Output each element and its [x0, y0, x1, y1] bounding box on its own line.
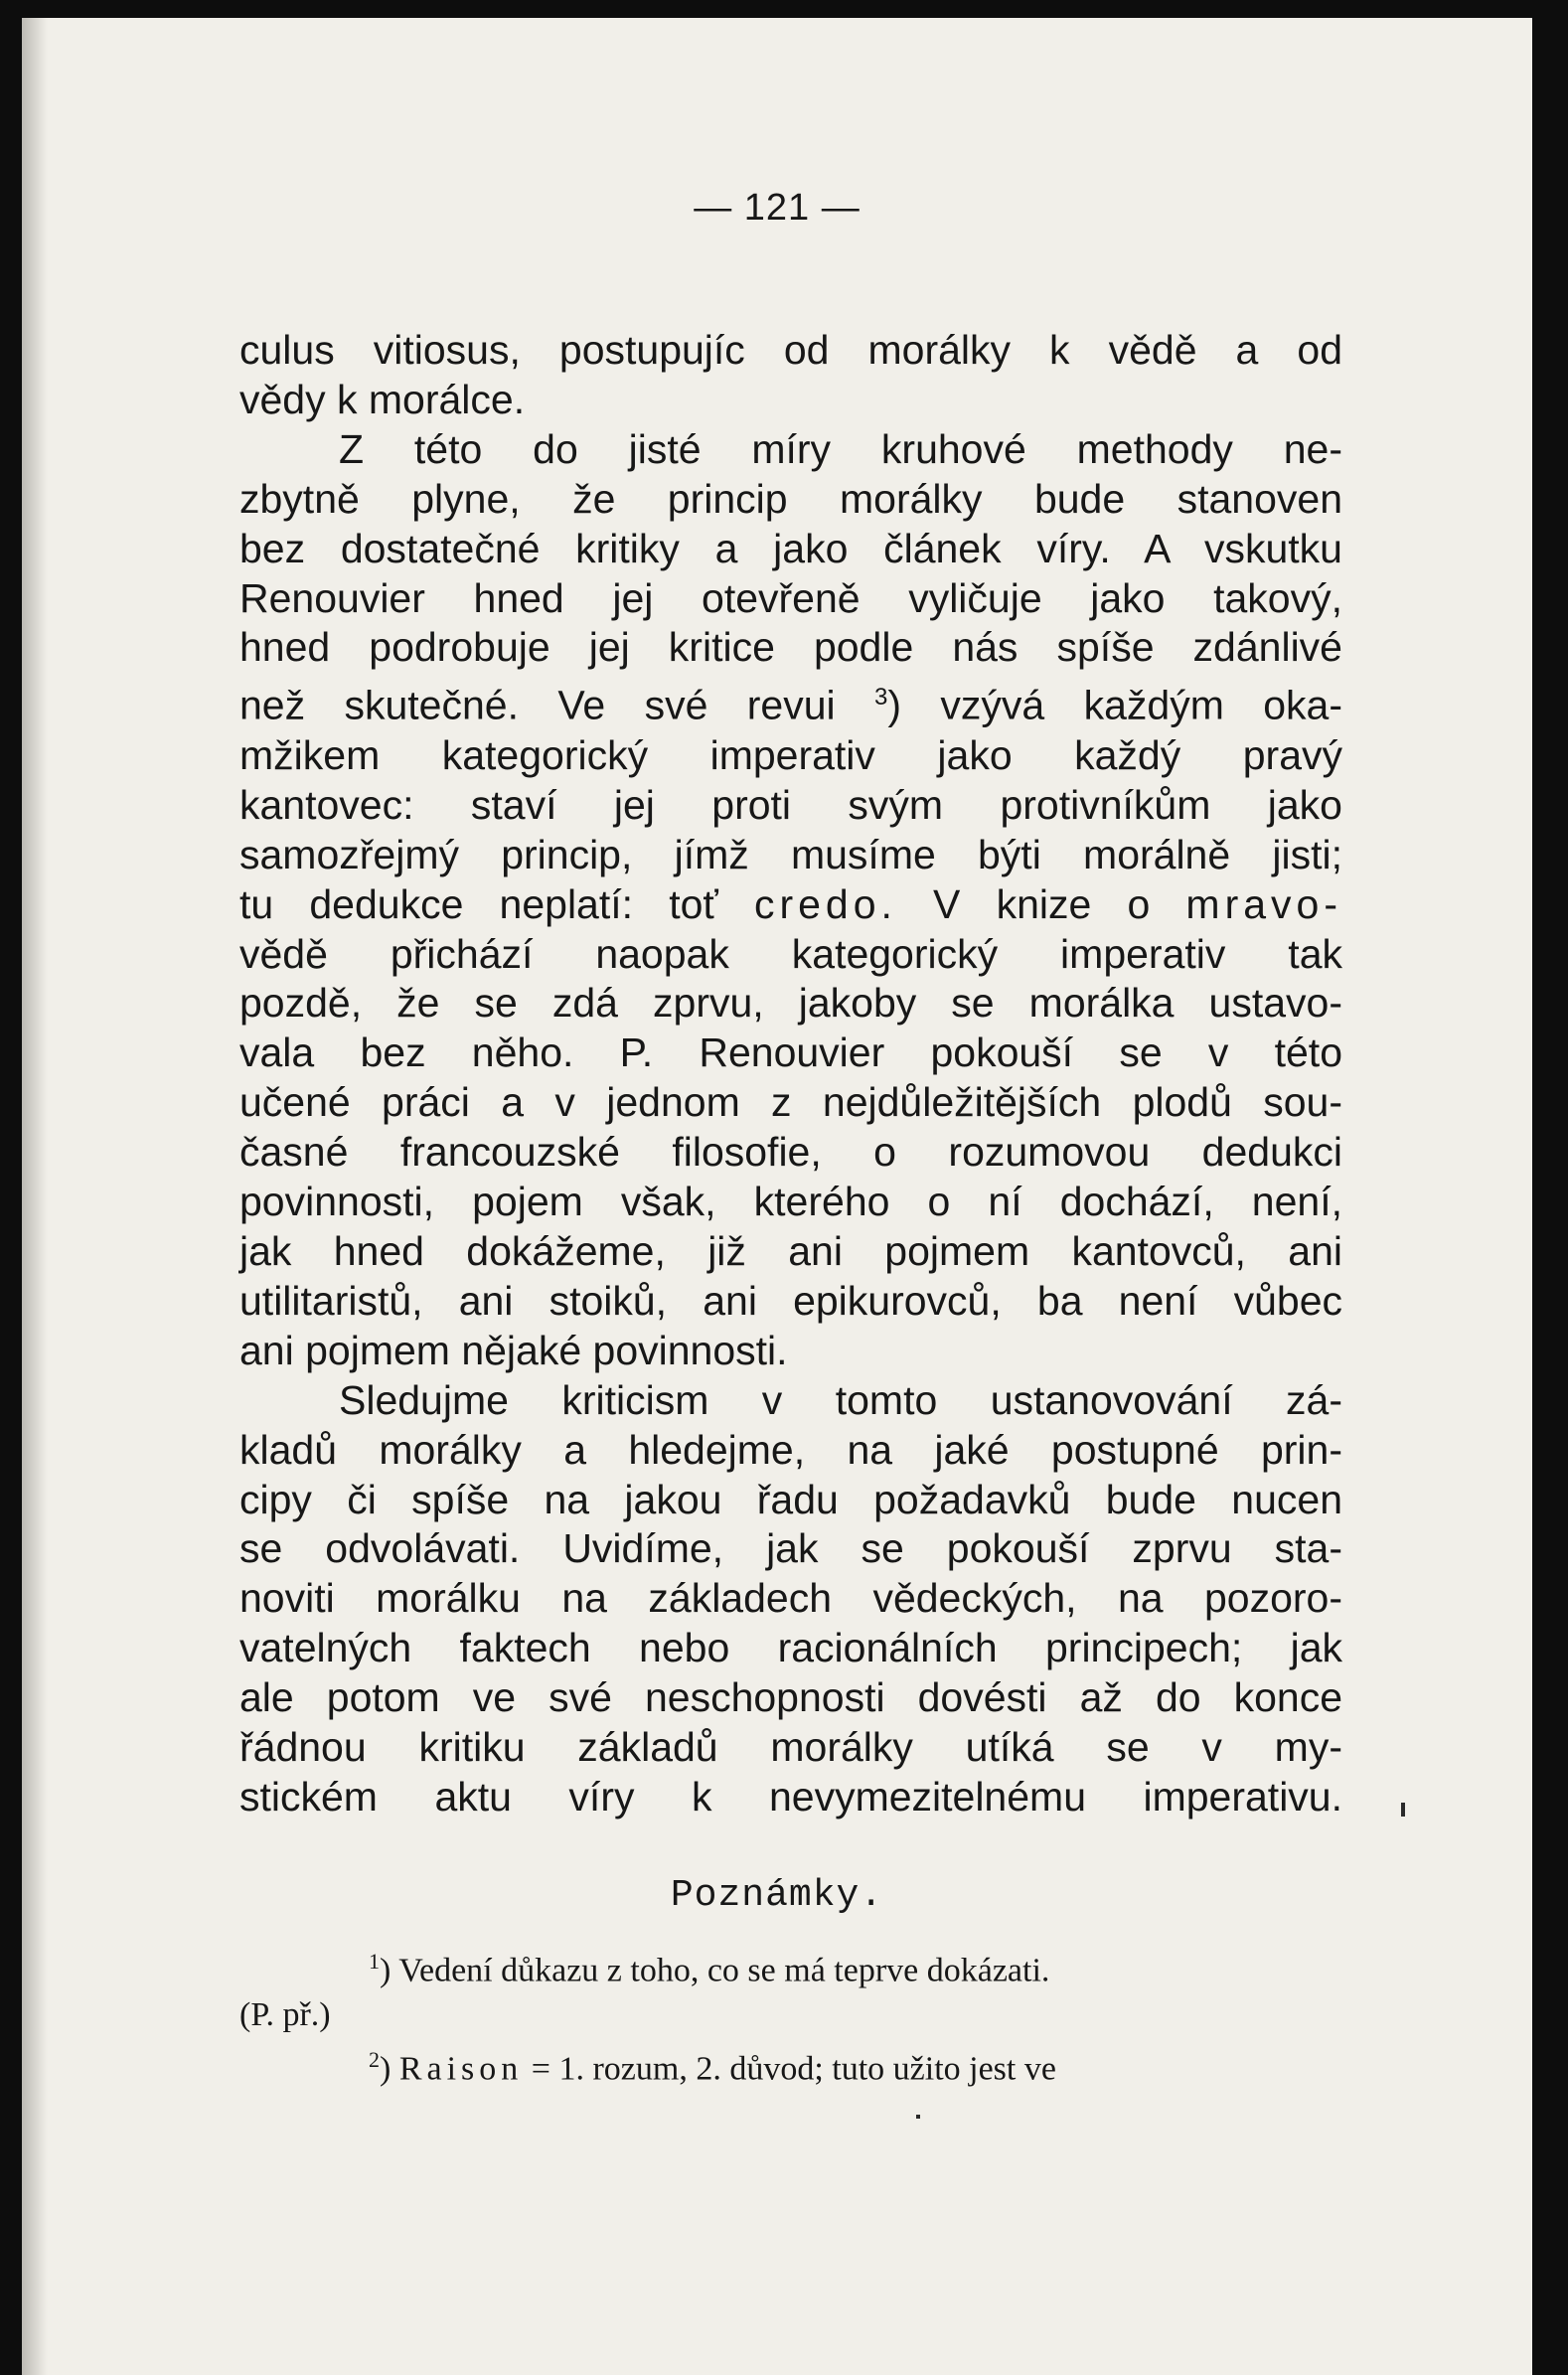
text-segment: tu dedukce neplatí: toť [239, 880, 718, 927]
notes-heading: Poznámky. [670, 1874, 884, 1917]
text-line: vědě přichází naopak kategorický imperativ tak [239, 930, 1342, 977]
text-line: kladů morálky a hledejme, na jaké postupné prin- [239, 1426, 1342, 1473]
text-line: Sledujme kriticism v tomto ustanovování zá- [339, 1376, 1342, 1423]
text-line: vala bez něho. P. Renouvier pokouší se v této [239, 1029, 1342, 1076]
text-line: kantovec: staví jej proti svým protivníkům jako [239, 781, 1342, 828]
text-line: zbytně plyne, že princip morálky bude stanoven [239, 475, 1342, 522]
footnote-1-continuation: (P. př.) [239, 1996, 331, 2034]
text-line: hned podrobuje jej kritice podle nás spíše zdánlivé [239, 624, 1342, 671]
footnote-2: $^2$) Raison = 1. rozum, 2. důvod; tuto užito jest ve [369, 2047, 1056, 2088]
footnote-marker: 2 [369, 2047, 380, 2073]
text-line-with-spaced-words [239, 880, 1342, 930]
footnote-1 [239, 1939, 1342, 1992]
text-line: se odvolávati. Uvidíme, jak se pokouší zprvu sta- [239, 1525, 1342, 1572]
spaced-word-mravo: mravo- [1185, 880, 1342, 927]
text-line: jak hned dokážeme, již ani pojmem kantovců, ani [239, 1227, 1342, 1274]
page-number: — 121 — [694, 187, 861, 229]
text-line: povinnosti, pojem však, kterého o ní dochází, není, [239, 1179, 1342, 1225]
text-line: culus vitiosus, postupujíc od morálky k vědě a od [239, 327, 1342, 373]
text-line: učené práci a v jednom z nejdůležitějších plodů sou- [239, 1079, 1342, 1126]
footnote-text: ) Vedení důkazu z toho, co se má teprve dokázati. [380, 1952, 1050, 1989]
text-segment: ) vzývá každým oka- [887, 683, 1342, 728]
text-line: ani pojmem nějaké povinnosti. [239, 1327, 788, 1373]
text-segment: V knize o [896, 880, 1186, 927]
text-line: bez dostatečné kritiky a jako článek víry. A vskutku [239, 525, 1342, 571]
text-line: časné francouzské filosofie, o rozumovou dedukci [239, 1129, 1342, 1176]
page-edge-shadow [22, 18, 48, 2375]
footnote-marker: 1 [369, 1949, 380, 1974]
spaced-word-credo: credo. [753, 880, 897, 927]
text-line: cipy či spíše na jakou řadu požadavků bude nucen [239, 1476, 1342, 1522]
text-line: Z této do jisté míry kruhové methody ne- [339, 425, 1342, 472]
footnotes [239, 1939, 1342, 2092]
text-line: ale potom ve své neschopnosti dovésti až do konce [239, 1674, 1342, 1721]
text-line: vědy k morálce. [239, 376, 526, 422]
text-line-with-footnote [239, 673, 1342, 731]
scan-speck [1401, 1803, 1405, 1817]
text-line: Renouvier hned jej otevřeně vyličuje jako takový, [239, 574, 1342, 621]
text-segment: než skutečné. Ve své revui [239, 683, 836, 728]
book-page [22, 18, 1532, 2375]
text-line: vatelných faktech nebo racionálních principech; jak [239, 1625, 1342, 1671]
text-line: noviti morálku na základech vědeckých, na pozoro- [239, 1575, 1342, 1622]
text-line: řádnou kritiku základů morálky utíká se v my- [239, 1724, 1342, 1771]
text-line: utilitaristů, ani stoiků, ani epikurovců, ba není vůbec [239, 1277, 1342, 1324]
text-line: pozdě, že se zdá zprvu, jakoby se morálka ustavo- [239, 980, 1342, 1027]
spaced-word-raison: Raison [398, 2050, 524, 2088]
footnote-ref: 3 [874, 684, 888, 712]
text-line: stickém aktu víry k nevymezitelnému imperativu. [239, 1773, 1342, 1820]
scan-speck [916, 2115, 920, 2119]
text-line: samozřejmý princip, jímž musíme býti morálně jisti; [239, 831, 1342, 877]
main-text [239, 326, 1342, 1822]
footnote-text: = 1. rozum, 2. důvod; tuto užito jest ve [523, 2050, 1056, 2088]
text-line: mžikem kategorický imperativ jako každý pravý [239, 731, 1342, 778]
